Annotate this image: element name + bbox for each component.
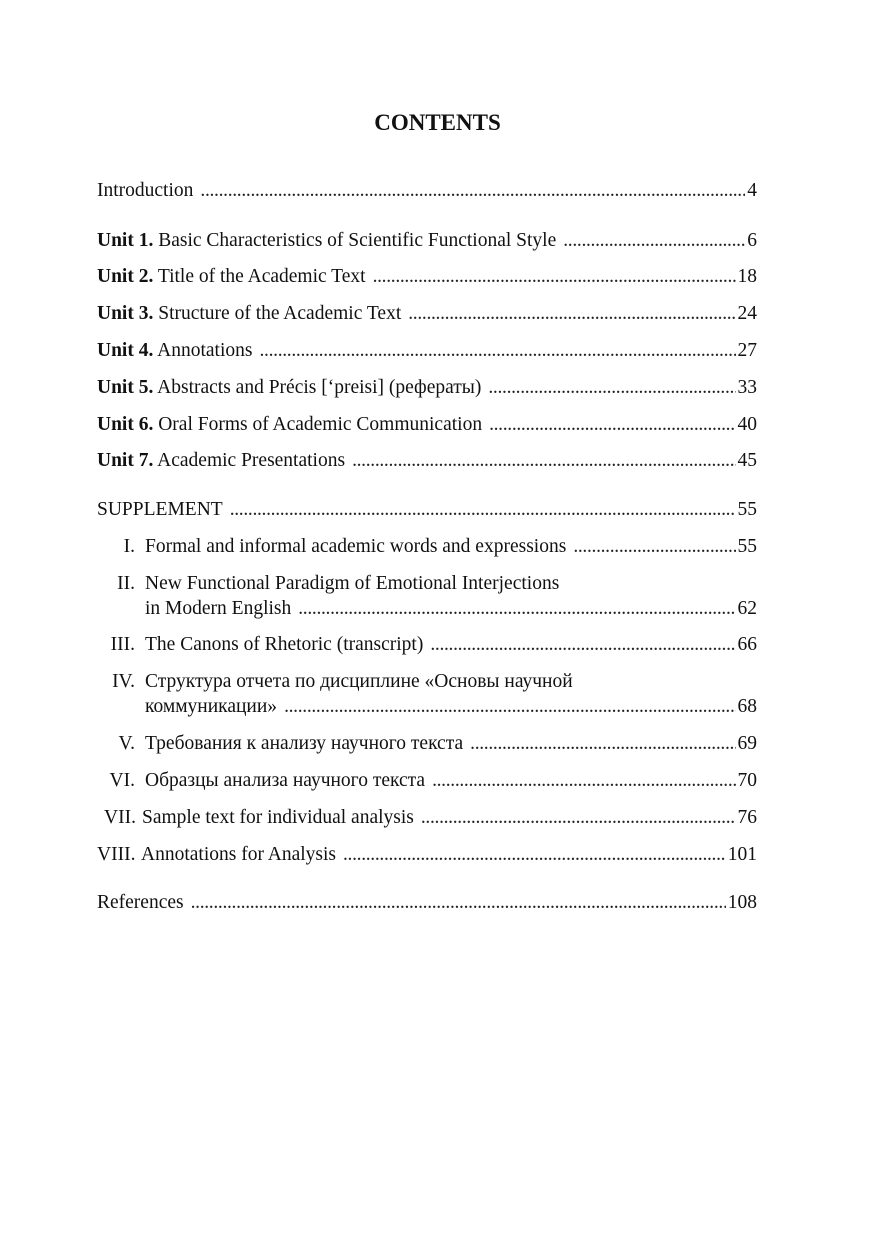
unit-number: Unit 5. <box>97 377 154 398</box>
toc-page-number: 76 <box>737 807 757 828</box>
toc-entry-unit-2[interactable] <box>97 264 757 289</box>
toc-page-number: 101 <box>727 844 757 865</box>
supplement-title: New Functional Paradigm of Emotional Interjections <box>145 573 560 594</box>
toc-entry-label: SUPPLEMENT <box>97 499 223 520</box>
dot-leader <box>488 375 735 400</box>
roman-numeral: I. <box>123 536 135 557</box>
toc-entry-supplement-4[interactable] <box>97 694 757 719</box>
toc-page-number: 33 <box>737 377 757 398</box>
unit-number: Unit 1. <box>97 230 154 251</box>
toc-entry-supplement-2-first-line <box>97 571 559 596</box>
dot-leader <box>489 412 735 437</box>
toc-entry-supplement-1[interactable] <box>97 534 757 559</box>
toc-entry-unit-3[interactable] <box>97 301 757 326</box>
toc-entry-supplement-2[interactable] <box>97 596 757 621</box>
toc-entry-supplement[interactable] <box>97 497 757 522</box>
toc-entry-supplement-4-first-line <box>97 669 573 694</box>
supplement-title: Formal and informal academic words and expressions <box>145 536 567 557</box>
toc-page-number: 18 <box>737 266 757 287</box>
toc-page-number: 27 <box>737 340 757 361</box>
dot-leader <box>200 178 745 203</box>
supplement-title: Образцы анализа научного текста <box>145 770 426 791</box>
supplement-title-continued: коммуникации» <box>145 696 278 717</box>
supplement-title-continued: in Modern English <box>145 598 292 619</box>
roman-numeral: VII. <box>104 807 136 828</box>
supplement-title: Sample text for individual analysis <box>142 807 414 828</box>
dot-leader <box>343 842 726 867</box>
toc-page-number: 55 <box>737 536 757 557</box>
toc-page-number: 55 <box>737 499 757 520</box>
toc-page-number: 68 <box>737 696 757 717</box>
toc-page-number: 45 <box>737 450 757 471</box>
toc-page-number: 108 <box>727 892 757 913</box>
supplement-title: Annotations for Analysis <box>141 844 336 865</box>
toc-entry-supplement-7[interactable] <box>97 805 757 830</box>
toc-entry-unit-7[interactable] <box>97 448 757 473</box>
unit-number: Unit 2. <box>97 266 154 287</box>
supplement-title: The Canons of Rhetoric (transcript) <box>145 634 424 655</box>
unit-number: Unit 3. <box>97 303 154 324</box>
dot-leader <box>284 694 735 719</box>
unit-number: Unit 7. <box>97 450 154 471</box>
toc-entry-references[interactable] <box>97 890 757 915</box>
toc-page-number: 4 <box>747 180 757 201</box>
toc-page-number: 40 <box>737 414 757 435</box>
dot-leader <box>373 264 736 289</box>
dot-leader <box>563 228 745 253</box>
roman-numeral: II. <box>117 573 135 594</box>
toc-page-number: 6 <box>747 230 757 251</box>
roman-numeral: VIII. <box>97 844 136 865</box>
dot-leader <box>408 301 735 326</box>
supplement-title: Структура отчета по дисциплине «Основы научной <box>145 671 573 692</box>
roman-numeral: VI. <box>109 770 135 791</box>
toc-page-number: 70 <box>737 770 757 791</box>
dot-leader <box>432 768 735 793</box>
unit-title: Oral Forms of Academic Communication <box>158 414 483 435</box>
dot-leader <box>260 338 736 363</box>
unit-title: Annotations <box>157 340 253 361</box>
toc-page-number: 69 <box>737 733 757 754</box>
unit-number: Unit 6. <box>97 414 154 435</box>
toc-page-number: 66 <box>737 634 757 655</box>
unit-title: Structure of the Academic Text <box>158 303 402 324</box>
roman-numeral: V. <box>118 733 135 754</box>
toc-entry-supplement-5[interactable] <box>97 731 757 756</box>
dot-leader <box>421 805 736 830</box>
dot-leader <box>298 596 735 621</box>
dot-leader <box>470 731 735 756</box>
toc-entry-supplement-8[interactable] <box>97 842 757 867</box>
toc-entry-supplement-6[interactable] <box>97 768 757 793</box>
dot-leader <box>230 497 736 522</box>
toc-entry-label: Introduction <box>97 180 194 201</box>
dot-leader <box>191 890 726 915</box>
dot-leader <box>430 632 735 657</box>
toc-entry-unit-6[interactable] <box>97 412 757 437</box>
unit-title: Academic Presentations <box>157 450 346 471</box>
toc-entry-supplement-3[interactable] <box>97 632 757 657</box>
toc-page-number: 62 <box>737 598 757 619</box>
unit-title: Basic Characteristics of Scientific Functional Style <box>158 230 557 251</box>
page-title: CONTENTS <box>374 110 501 135</box>
unit-title: Title of the Academic Text <box>157 266 366 287</box>
toc-entry-unit-5[interactable] <box>97 375 757 400</box>
dot-leader <box>573 534 735 559</box>
toc-page-number: 24 <box>737 303 757 324</box>
dot-leader <box>352 448 735 473</box>
toc-entry-label: References <box>97 892 184 913</box>
supplement-title: Требования к анализу научного текста <box>145 733 464 754</box>
unit-number: Unit 4. <box>97 340 154 361</box>
roman-numeral: IV. <box>112 671 135 692</box>
toc-entry-unit-4[interactable] <box>97 338 757 363</box>
toc-entry-unit-1[interactable] <box>97 228 757 253</box>
roman-numeral: III. <box>110 634 135 655</box>
toc-entry-introduction[interactable] <box>97 178 757 203</box>
unit-title: Abstracts and Précis [‘preisi] (рефераты) <box>157 377 482 398</box>
